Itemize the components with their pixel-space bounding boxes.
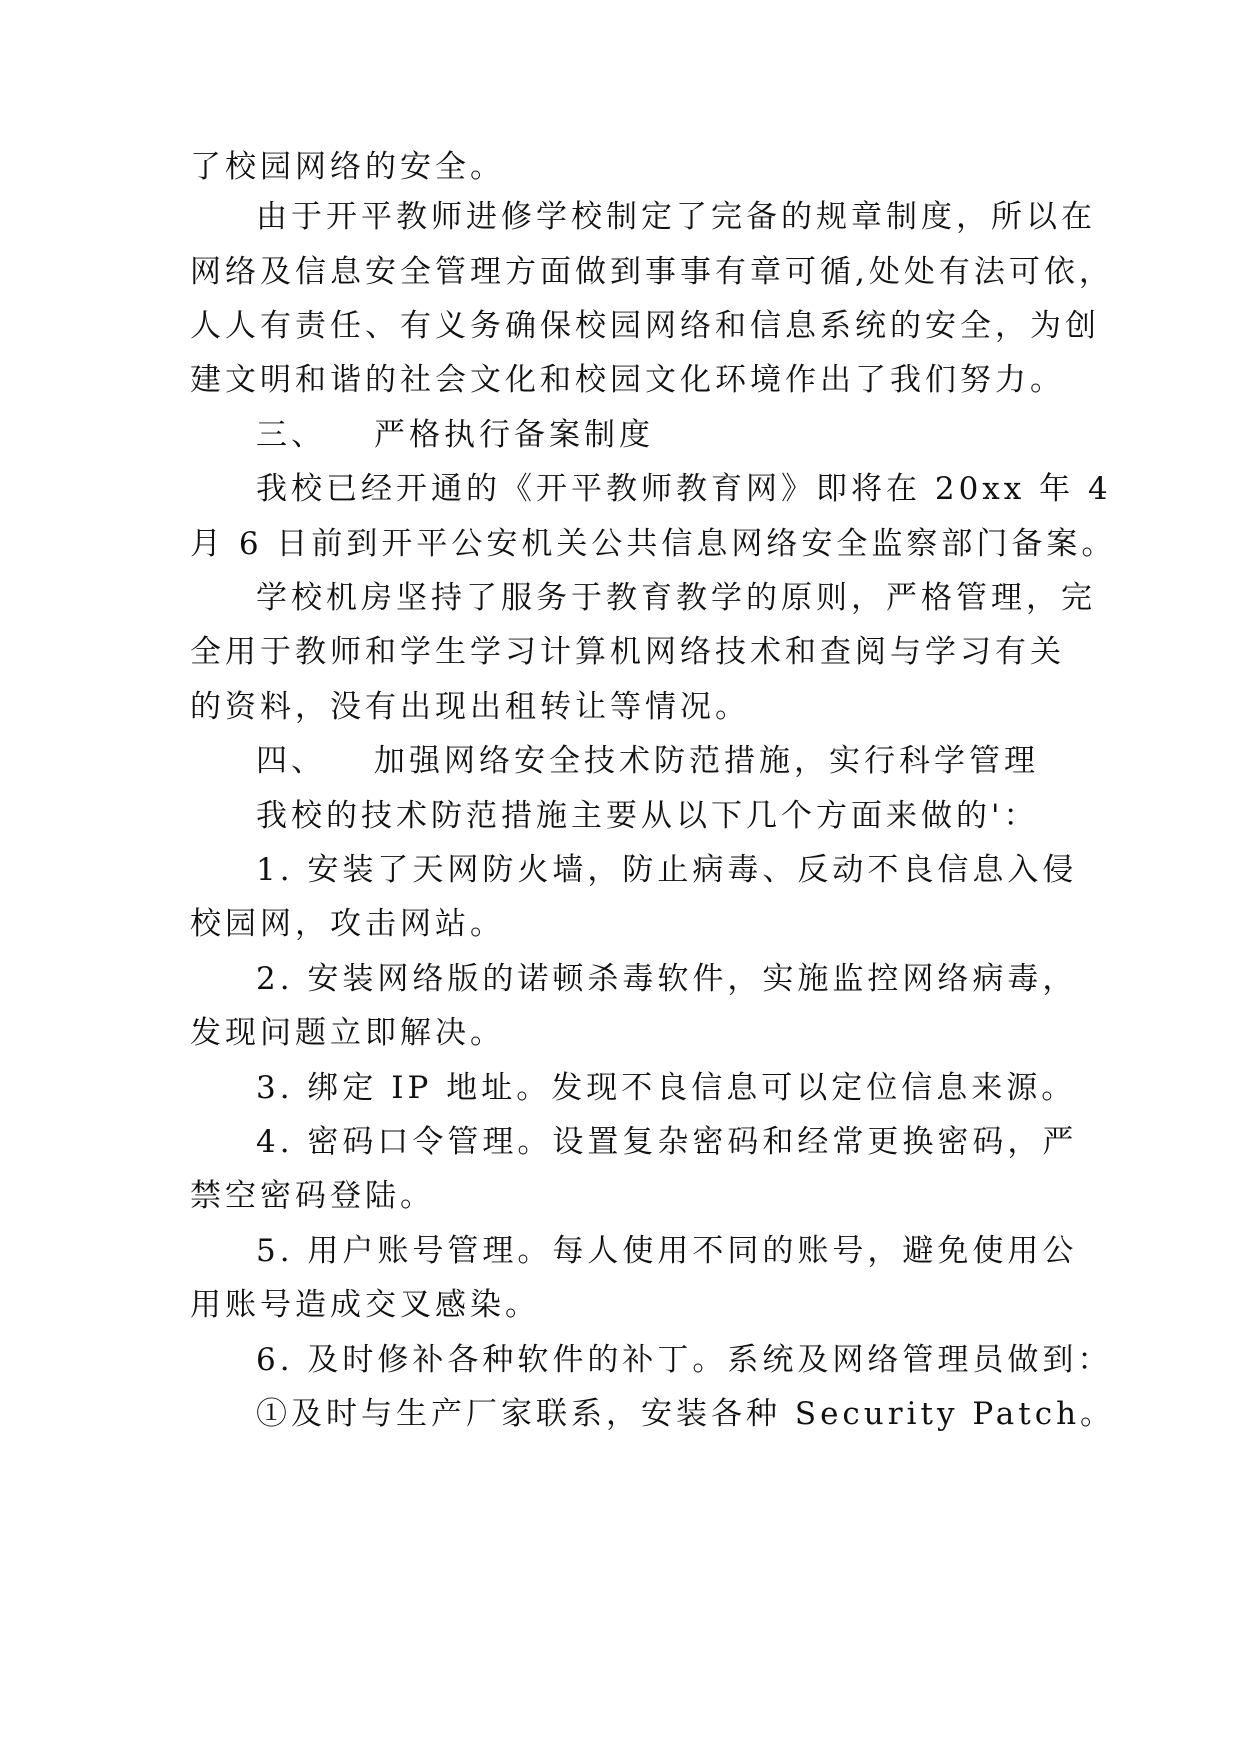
text-line: 全用于教师和学生学习计算机网络技术和查阅与学习有关 [190,634,1065,670]
text-line: 月 6 日前到开平公安机关公共信息网络安全监察部门备案。 [190,526,1117,562]
list-item: 4. 密码口令管理。设置复杂密码和经常更换密码，严 [256,1124,1078,1160]
list-item: 6. 及时修补各种软件的补丁。系统及网络管理员做到： [256,1342,1113,1378]
section-number: 三、 [256,417,326,453]
text-line: 我校的技术防范措施主要从以下几个方面来做的'： [256,798,1039,834]
text-line: 禁空密码登陆。 [190,1178,435,1214]
text-line: 建文明和谐的社会文化和校园文化环境作出了我们努力。 [190,362,1065,398]
text-line: 发现问题立即解决。 [190,1015,505,1051]
text-line: 人人有责任、有义务确保校园网络和信息系统的安全，为创 [190,308,1100,344]
text-line: 我校已经开通的《开平教师教育网》即将在 20xx 年 4 [256,471,1112,507]
list-item: ①及时与生产厂家联系，安装各种 Security Patch。 [256,1396,1116,1432]
text-line: 校园网，攻击网站。 [190,906,505,942]
section-title: 严格执行备案制度 [374,417,654,453]
text-line: 用账号造成交叉感染。 [190,1287,540,1323]
section-title: 加强网络安全技术防范措施，实行科学管理 [374,743,1039,779]
list-item: 5. 用户账号管理。每人使用不同的账号，避免使用公 [256,1233,1078,1269]
list-item: 3. 绑定 IP 地址。发现不良信息可以定位信息来源。 [256,1070,1077,1106]
list-item: 2. 安装网络版的诺顿杀毒软件，实施监控网络病毒， [256,961,1078,997]
list-item: 1. 安装了天网防火墙，防止病毒、反动不良信息入侵 [256,852,1078,888]
text-line: 学校机房坚持了服务于教育教学的原则，严格管理，完 [256,580,1096,616]
section-number: 四、 [256,743,326,779]
text-line: 的资料，没有出现出租转让等情况。 [190,689,750,725]
section-heading [256,417,654,453]
section-heading [256,743,1039,779]
text-line: 了校园网络的安全。 [190,149,505,185]
text-line: 网络及信息安全管理方面做到事事有章可循,处处有法可依， [190,254,1114,290]
text-line: 由于开平教师进修学校制定了完备的规章制度，所以在 [256,199,1096,235]
